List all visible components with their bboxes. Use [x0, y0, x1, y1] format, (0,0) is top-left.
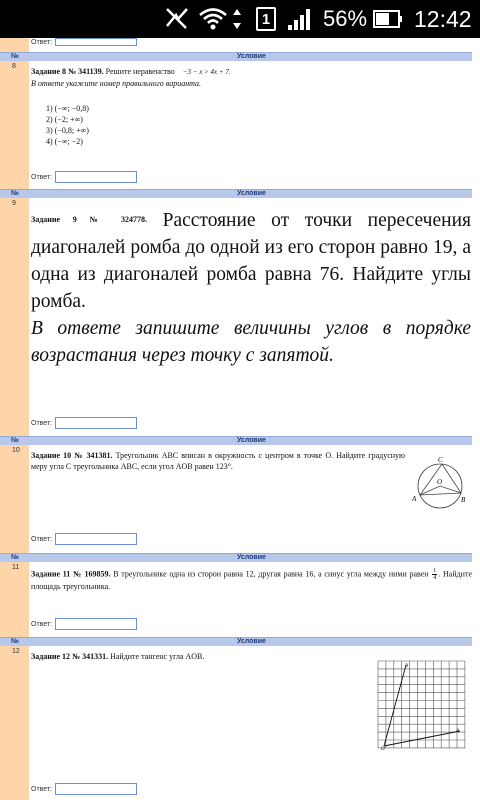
condition-column-label: Условие: [237, 190, 266, 197]
task-formula: −3 − x > 4x + 7.: [182, 68, 231, 76]
task-9-text: [31, 206, 471, 369]
task-title: Задание 10 № 341381.: [31, 451, 113, 460]
task-number: 9: [12, 200, 16, 207]
task-header: [0, 52, 472, 61]
number-column-label: №: [11, 53, 19, 60]
label-a: A: [412, 495, 417, 503]
task-header: [0, 436, 472, 445]
task-8: [0, 52, 480, 189]
data-arrows-icon: [232, 0, 242, 38]
option-2[interactable]: 2) (−2; +∞): [46, 115, 83, 124]
option-4[interactable]: 4) (−∞; −2): [46, 137, 83, 146]
option-1[interactable]: 1) (−∞; −0,8): [46, 104, 89, 113]
number-column-label: №: [11, 437, 19, 444]
task-header: [0, 637, 472, 646]
answer-row: [31, 416, 137, 430]
answer-row: [31, 532, 137, 546]
label-o: O: [381, 747, 385, 751]
label-c: C: [438, 456, 443, 464]
answer-row: [31, 38, 137, 46]
wifi-icon: [198, 0, 228, 38]
answer-input[interactable]: [55, 38, 137, 46]
answer-label: Ответ:: [31, 173, 53, 181]
sim-slot-number: 1: [256, 7, 276, 31]
task-statement: Решите неравенство: [105, 67, 175, 76]
task-9: [0, 189, 480, 436]
label-a: A: [456, 729, 460, 734]
task-number: 12: [12, 648, 20, 655]
grid-angle-figure: [376, 659, 466, 751]
answer-label: Ответ:: [31, 620, 53, 628]
status-bar: [0, 0, 480, 38]
answer-input[interactable]: [55, 533, 137, 545]
number-column-label: №: [11, 190, 19, 197]
task-11-text: [31, 568, 472, 592]
answer-options: [46, 103, 166, 147]
task-statement: Треугольник ABC вписан в окружность с центром в точке O. Найдите градусную меру угла C треугольника ABC, если угол AOB равен 123°.: [31, 451, 406, 471]
battery-percent: 56%: [323, 6, 368, 31]
answer-input[interactable]: [55, 618, 137, 630]
answer-input[interactable]: [55, 417, 137, 429]
label-o: O: [437, 478, 443, 486]
task-statement: Расстояние от точки пересечения диагоналей ромба до одной из его сторон равно 19, а одна из диагоналей ромба равна 76. Найдите углы ромба.: [31, 210, 471, 312]
sim-card-icon: [256, 0, 276, 38]
fraction: [432, 568, 437, 581]
task-8-text: [31, 66, 472, 89]
task-number: 11: [12, 564, 20, 571]
answer-label: Ответ:: [31, 419, 53, 427]
task-11: [0, 553, 480, 637]
condition-column-label: Условие: [237, 53, 266, 60]
answer-label: Ответ:: [31, 38, 53, 46]
answer-row: [31, 617, 137, 631]
fraction-denominator: 4: [433, 575, 437, 581]
task-title: Задание 12 № 341331.: [31, 652, 109, 661]
number-column-label: №: [11, 638, 19, 645]
task-header: [0, 553, 472, 562]
answer-input[interactable]: [55, 783, 137, 795]
inscribed-triangle-figure: [410, 456, 470, 511]
condition-column-label: Условие: [237, 554, 266, 561]
clock: 12:42: [414, 5, 472, 32]
fraction-numerator: 1: [433, 568, 437, 574]
answer-row: [31, 782, 137, 796]
task-statement-end: . Найдите площадь треугольника.: [31, 569, 472, 591]
answer-row: [31, 170, 137, 184]
task-statement: Найдите тангенс угла AOB.: [110, 652, 205, 661]
page-content: [0, 38, 480, 800]
option-3[interactable]: 3) (−0,8; +∞): [46, 126, 89, 135]
label-b: B: [405, 664, 409, 669]
task-10-text: [31, 450, 405, 472]
task-number: 10: [12, 447, 20, 454]
task-number: 8: [12, 63, 16, 70]
task-title: Задание 8 № 341139.: [31, 67, 104, 76]
answer-label: Ответ:: [31, 535, 53, 543]
no-sound-icon: [164, 0, 190, 38]
task-header: [0, 189, 472, 198]
answer-label: Ответ:: [31, 785, 53, 793]
task-title: Задание 11 № 169859.: [31, 569, 111, 579]
condition-column-label: Условие: [237, 437, 266, 444]
task-7-tail: [0, 38, 480, 52]
task-instruction: В ответе запишите величины углов в порядке возрастания через точку с запятой.: [31, 318, 471, 366]
signal-strength-icon: [286, 0, 314, 38]
task-12: [0, 637, 480, 800]
task-10: [0, 436, 480, 553]
number-column-label: №: [11, 554, 19, 561]
condition-column-label: Условие: [237, 638, 266, 645]
task-instruction: В ответе укажите номер правильного варианта.: [31, 79, 202, 88]
task-title: Задание 9 № 324778.: [31, 215, 148, 224]
task-statement: В треугольнике одна из сторон равна 12, другая равна 16, а синус угла между ними равен: [113, 569, 429, 579]
label-b: B: [461, 496, 466, 504]
answer-input[interactable]: [55, 171, 137, 183]
battery-icon: [373, 0, 403, 38]
